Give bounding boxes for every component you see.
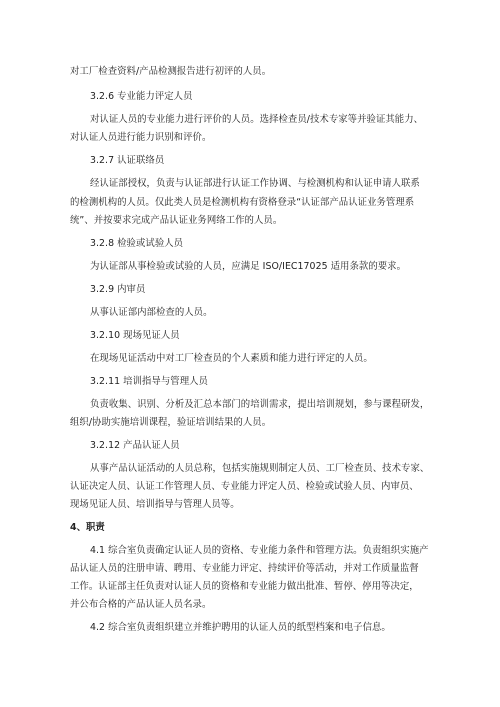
paragraph-line: 工作。认证部主任负责对认证人员的资格和专业能力做出批准、暂停、停用等决定，	[70, 581, 419, 592]
paragraph-line: 为认证部从事检验或试验的人员，应满足 ISO/IEC17025 适用条款的要求。	[90, 261, 407, 272]
section-heading-3-2-8: 3.2.8 检验或试验人员	[90, 238, 184, 249]
section-heading-3-2-7: 3.2.7 认证联络员	[90, 155, 165, 166]
paragraph-line: 现场见证人员、培训指导与管理人员等。	[70, 499, 240, 510]
section-heading-3-2-11: 3.2.11 培训指导与管理人员	[90, 376, 208, 387]
section-heading-3-2-12: 3.2.12 产品认证人员	[90, 440, 180, 451]
paragraph-line: 并公布合格的产品认证人员名录。	[70, 599, 212, 610]
section-heading-4: 4、职责	[70, 522, 105, 533]
paragraph-line: 4.1 综合室负责确定认证人员的资格、专业能力条件和管理方法。负责组织实施产	[90, 545, 429, 556]
paragraph-line: 组织/协助实施培训课程，验证培训结果的人员。	[70, 417, 272, 428]
paragraph-line: 的检测机构的人员。仅此类人员是检测机构有资格登录“认证部产品认证业务管理系	[70, 197, 415, 208]
paragraph-line: 经认证部授权，负责与认证部进行认证工作协调、与检测机构和认证申请人联系	[90, 178, 420, 189]
paragraph-line: 对工厂检查资料/产品检测报告进行初评的人员。	[70, 66, 272, 77]
paragraph-line: 品认证人员的注册申请、聘用、专业能力评定、持续评价等活动，并对工作质量监督	[70, 563, 419, 574]
paragraph-line: 认证决定人员、认证工作管理人员、专业能力评定人员、检验或试验人员、内审员、	[70, 481, 419, 492]
paragraph-line: 对认证人员的专业能力进行评价的人员。选择检查员/技术专家等并验证其能力、	[90, 114, 424, 125]
paragraph-line: 从事认证部内部检查的人员。	[90, 307, 213, 318]
section-heading-3-2-10: 3.2.10 现场见证人员	[90, 330, 180, 341]
section-heading-3-2-9: 3.2.9 内审员	[90, 284, 146, 295]
paragraph-line: 对认证人员进行能力识别和评价。	[70, 132, 212, 143]
paragraph-line: 从事产品认证活动的人员总称，包括实施规则制定人员、工厂检查员、技术专家、	[90, 463, 430, 474]
paragraph-line: 负责收集、识别、分析及汇总本部门的培训需求，提出培训规划，参与课程研发，	[90, 399, 430, 410]
paragraph-line: 统”、并按要求完成产品认证业务网络工作的人员。	[70, 215, 283, 226]
paragraph-line: 在现场见证活动中对工厂检查员的个人素质和能力进行评定的人员。	[90, 353, 373, 364]
paragraph-line: 4.2 综合室负责组织建立并维护聘用的认证人员的纸型档案和电子信息。	[90, 622, 391, 633]
section-heading-3-2-6: 3.2.6 专业能力评定人员	[90, 91, 193, 102]
